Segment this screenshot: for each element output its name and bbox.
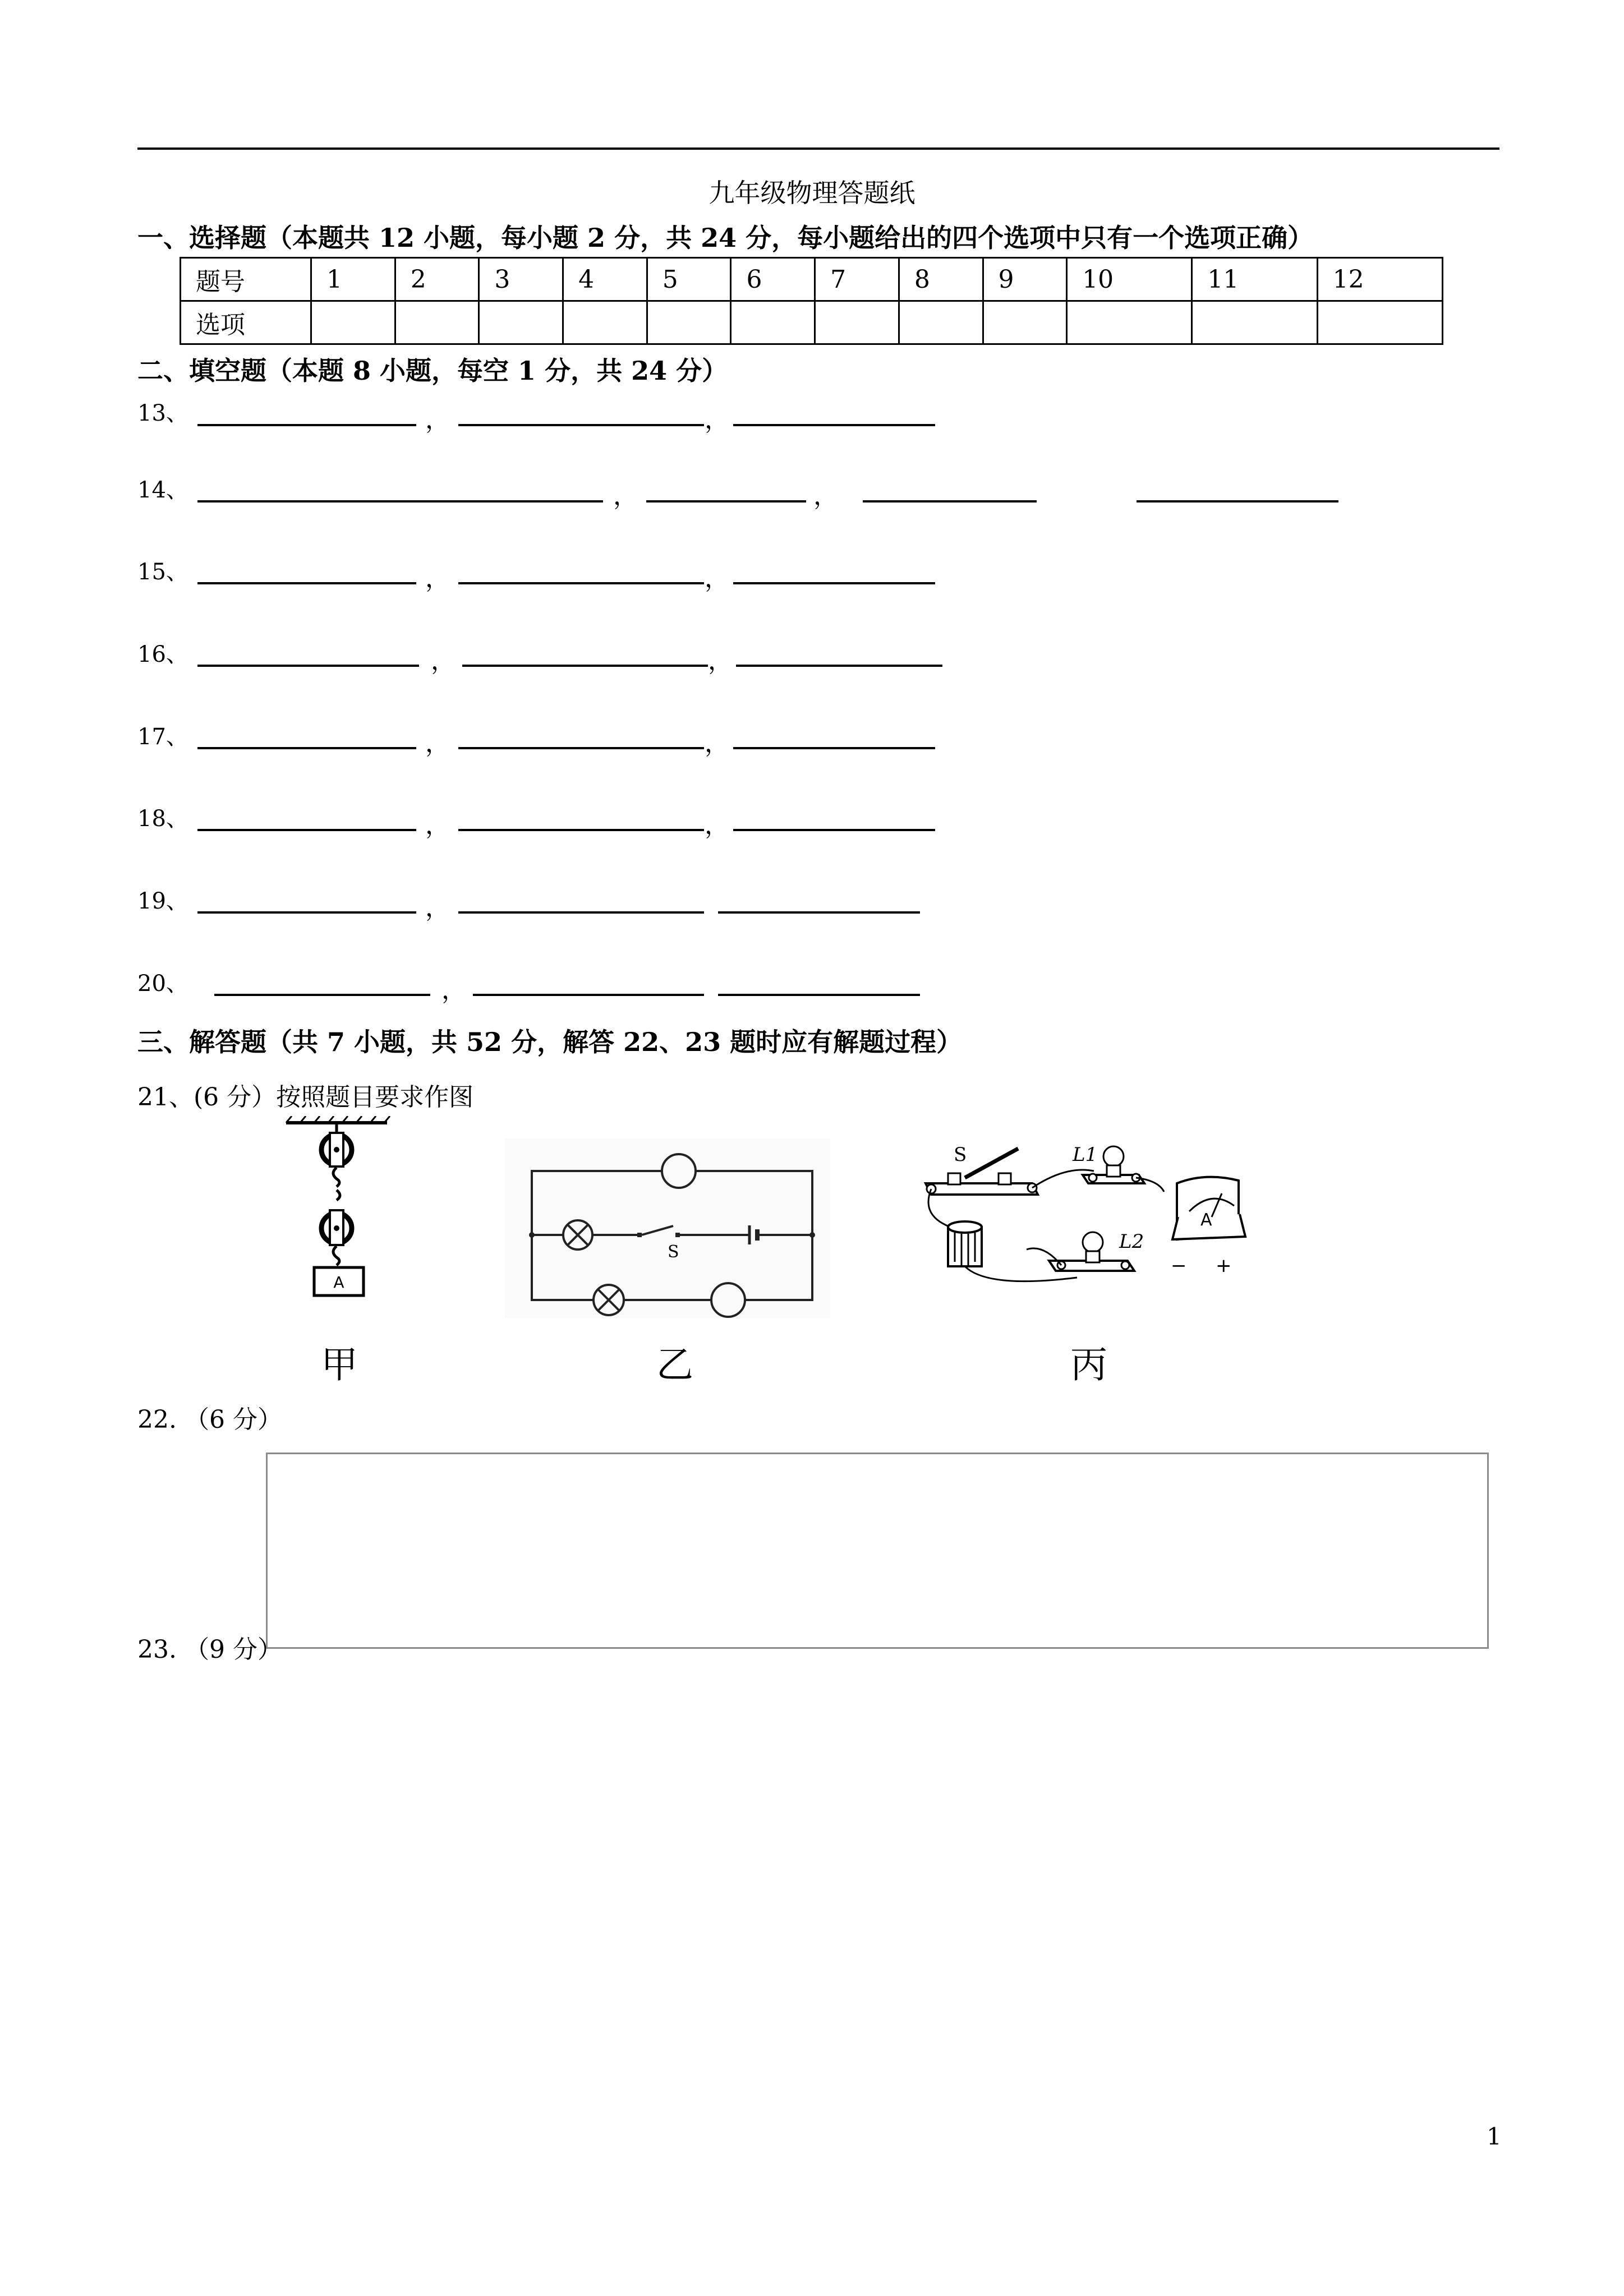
answer-blank[interactable] xyxy=(458,424,704,426)
comma: ， xyxy=(425,405,450,434)
lamp-l2-label: L2 xyxy=(1119,1230,1144,1253)
question-number: 15、 xyxy=(137,559,188,585)
answer-box-22[interactable] xyxy=(266,1453,1489,1649)
answer-blank[interactable] xyxy=(863,500,1037,502)
circuit-diagram xyxy=(505,1138,830,1318)
table-cell-number: 6 xyxy=(731,258,815,301)
answer-blank[interactable] xyxy=(462,665,708,667)
answer-blank[interactable] xyxy=(458,747,704,749)
answer-blank[interactable] xyxy=(736,665,942,667)
section-fill-heading: 二、填空题（本题 8 小题，每空 1 分，共 24 分） xyxy=(137,356,728,386)
answer-blank[interactable] xyxy=(733,424,935,426)
comma: ， xyxy=(425,729,450,758)
comma: ， xyxy=(425,893,450,922)
answer-blank[interactable] xyxy=(718,994,920,996)
answer-cell[interactable] xyxy=(731,301,815,344)
table-row-numbers xyxy=(181,258,1443,301)
switch-label: S xyxy=(668,1242,679,1262)
table-cell-number: 1 xyxy=(311,258,395,301)
answer-blank[interactable] xyxy=(1137,500,1338,502)
answer-blank[interactable] xyxy=(458,582,704,584)
answer-cell[interactable] xyxy=(479,301,563,344)
table-header-option: 选项 xyxy=(181,301,311,344)
table-cell-number: 3 xyxy=(479,258,563,301)
answer-cell[interactable] xyxy=(395,301,479,344)
plus-terminal: + xyxy=(1216,1255,1232,1277)
answer-blank[interactable] xyxy=(458,829,704,831)
answer-blank[interactable] xyxy=(733,747,935,749)
answer-cell[interactable] xyxy=(647,301,731,344)
table-row-options xyxy=(181,301,1443,344)
answer-cell[interactable] xyxy=(1067,301,1192,344)
figure-label-yi: 乙 xyxy=(656,1343,693,1386)
figure-label-jia: 甲 xyxy=(321,1343,358,1386)
answer-blank[interactable] xyxy=(197,747,416,749)
comma: ， xyxy=(705,811,729,840)
comma: ， xyxy=(813,482,838,510)
answer-cell[interactable] xyxy=(983,301,1067,344)
comma: ， xyxy=(705,405,729,434)
answer-blank[interactable] xyxy=(197,500,603,502)
page-title: 九年级物理答题纸 xyxy=(709,178,915,208)
comma: ， xyxy=(705,564,729,593)
answer-blank[interactable] xyxy=(458,911,704,914)
answer-cell[interactable] xyxy=(311,301,395,344)
question-number: 13、 xyxy=(137,400,188,426)
table-cell-number: 9 xyxy=(983,258,1067,301)
answer-blank[interactable] xyxy=(646,500,806,502)
answer-table xyxy=(180,257,1443,345)
question-21-label: 21、(6 分）按照题目要求作图 xyxy=(137,1083,474,1112)
question-number: 17、 xyxy=(137,724,188,750)
answer-blank[interactable] xyxy=(197,829,416,831)
table-cell-number: 8 xyxy=(899,258,983,301)
question-number: 14、 xyxy=(137,477,188,503)
answer-cell[interactable] xyxy=(815,301,899,344)
table-cell-number: 2 xyxy=(395,258,479,301)
table-cell-number: 4 xyxy=(563,258,647,301)
question-22-label: 22. （6 分） xyxy=(137,1405,282,1434)
table-cell-number: 11 xyxy=(1192,258,1317,301)
comma: ， xyxy=(431,647,456,675)
answer-blank[interactable] xyxy=(197,911,416,914)
block-label: A xyxy=(333,1273,344,1292)
table-cell-number: 5 xyxy=(647,258,731,301)
pulley-figure xyxy=(269,1116,404,1307)
ammeter-label: A xyxy=(1200,1210,1212,1230)
answer-blank[interactable] xyxy=(214,994,430,996)
answer-cell[interactable] xyxy=(1317,301,1442,344)
answer-blank[interactable] xyxy=(718,911,920,914)
answer-cell[interactable] xyxy=(1192,301,1317,344)
answer-blank[interactable] xyxy=(197,424,416,426)
lamp-l1-label: L1 xyxy=(1073,1144,1098,1166)
page-number: 1 xyxy=(1487,2123,1502,2150)
comma: ， xyxy=(613,482,638,510)
table-header-number: 题号 xyxy=(181,258,311,301)
table-cell-number: 10 xyxy=(1067,258,1192,301)
physical-circuit xyxy=(914,1127,1273,1312)
comma: ， xyxy=(425,564,450,593)
answer-blank[interactable] xyxy=(197,665,419,667)
section-solve-heading: 三、解答题（共 7 小题，共 52 分，解答 22、23 题时应有解题过程） xyxy=(137,1027,963,1057)
question-number: 19、 xyxy=(137,888,188,914)
answer-blank[interactable] xyxy=(733,582,935,584)
comma: ， xyxy=(708,647,733,675)
comma: ， xyxy=(705,729,729,758)
question-number: 18、 xyxy=(137,806,188,832)
answer-blank[interactable] xyxy=(197,582,416,584)
answer-blank[interactable] xyxy=(473,994,704,996)
comma: ， xyxy=(425,811,450,840)
answer-cell[interactable] xyxy=(563,301,647,344)
question-23-label: 23. （9 分） xyxy=(137,1635,282,1664)
table-cell-number: 12 xyxy=(1317,258,1442,301)
section-choice-heading: 一、选择题（本题共 12 小题，每小题 2 分，共 24 分，每小题给出的四个选项中只有一个选项正确） xyxy=(137,223,1314,253)
question-number: 16、 xyxy=(137,642,188,667)
table-cell-number: 7 xyxy=(815,258,899,301)
question-number: 20、 xyxy=(137,971,188,997)
switch-s-label: S xyxy=(954,1144,967,1166)
answer-cell[interactable] xyxy=(899,301,983,344)
minus-terminal: − xyxy=(1171,1255,1187,1277)
comma: ， xyxy=(441,976,466,1004)
figure-label-bing: 丙 xyxy=(1070,1343,1107,1386)
top-rule xyxy=(137,147,1499,150)
answer-blank[interactable] xyxy=(733,829,935,831)
